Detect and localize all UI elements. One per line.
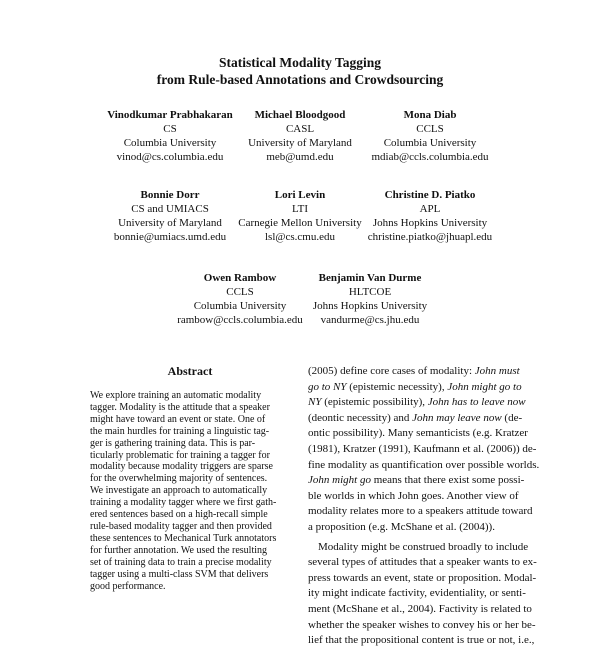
abstract-line: ger is gathering training data. This is par- bbox=[90, 437, 256, 449]
body-line: (2005) define core cases of modality: John must bbox=[308, 365, 520, 377]
title-line: from Rule-based Annotations and Crowdsourcing bbox=[156, 72, 444, 87]
paragraph-2 bbox=[308, 540, 537, 649]
body-line: modality relates more to a speakers attitude toward bbox=[308, 505, 533, 518]
abstract-line: the main hurdles for training a linguistic tag- bbox=[90, 425, 270, 437]
body-line: NY (epistemic possibility), John has to leave now bbox=[308, 396, 526, 409]
body-line: ble worlds in which John goes. Another view of bbox=[308, 489, 519, 502]
author-affiliation: Columbia University bbox=[383, 137, 477, 149]
abstract-line: tagger using a multi-class SVM that delivers bbox=[90, 568, 269, 580]
abstract-line: modality because modality triggers are sparse bbox=[90, 461, 273, 473]
abstract-line: We explore training an automatic modality bbox=[90, 390, 262, 401]
abstract-line: rule-based modality tagger and then provided bbox=[90, 520, 272, 532]
author-name: Bonnie Dorr bbox=[140, 189, 200, 201]
author-block bbox=[340, 108, 520, 164]
paper-title bbox=[0, 54, 600, 88]
abstract-line: good performance. bbox=[90, 580, 166, 592]
author-email: mdiab@ccls.columbia.edu bbox=[371, 151, 489, 163]
paragraph-1 bbox=[308, 364, 540, 536]
body-line: (1981), Kratzer (1991), Kaufmann et al. (2006)) de- bbox=[308, 442, 537, 455]
body-column-right bbox=[308, 364, 540, 649]
author-affiliation: Johns Hopkins University bbox=[372, 217, 488, 229]
body-line: ment (McShane et al., 2004). Factivity is related to bbox=[308, 602, 532, 615]
abstract-line: might have toward an event or state. One of bbox=[90, 413, 266, 425]
author-email: lsl@cs.cmu.edu bbox=[264, 231, 335, 243]
abstract-line: set of training data to train a precise modality bbox=[90, 556, 272, 568]
abstract-line: these sentences to Mechanical Turk annotators bbox=[90, 532, 277, 544]
body-line: John might go means that there exist some possi- bbox=[308, 474, 525, 487]
author-affiliation: Columbia University bbox=[193, 300, 287, 312]
body-line: Modality might be construed broadly to include bbox=[318, 540, 529, 553]
abstract-line: for the overwhelming majority of sentences. bbox=[90, 473, 268, 485]
author-affiliation: University of Maryland bbox=[118, 217, 222, 229]
author-name: Owen Rambow bbox=[203, 272, 277, 284]
author-dept: CS and UMIACS bbox=[131, 203, 209, 215]
body-line: several types of attitudes that a speaker wants to ex- bbox=[308, 556, 537, 569]
author-name: Michael Bloodgood bbox=[254, 109, 346, 121]
author-affiliation: Columbia University bbox=[123, 137, 217, 149]
author-dept: CASL bbox=[285, 123, 315, 135]
author-email: vinod@cs.columbia.edu bbox=[116, 151, 224, 163]
author-dept: CS bbox=[163, 123, 177, 135]
abstract-text bbox=[90, 390, 290, 592]
body-line: fine modality as quantification over possible worlds. bbox=[308, 458, 540, 471]
author-affiliation: Carnegie Mellon University bbox=[238, 217, 362, 229]
abstract-heading: Abstract bbox=[167, 364, 213, 378]
title-line: Statistical Modality Tagging bbox=[218, 55, 382, 70]
abstract-line: ered sentences based on a high-recall simple bbox=[90, 509, 268, 521]
author-name: Benjamin Van Durme bbox=[318, 272, 422, 284]
author-block bbox=[280, 271, 460, 327]
body-line: go to NY (epistemic necessity), John might go to bbox=[308, 380, 522, 393]
author-name: Lori Levin bbox=[274, 189, 326, 201]
author-block bbox=[340, 188, 520, 244]
abstract-line: ticularly problematic for training a tagger for bbox=[90, 449, 270, 461]
author-email: bonnie@umiacs.umd.edu bbox=[113, 231, 227, 243]
body-line: (deontic necessity) and John may leave now (de- bbox=[308, 411, 523, 424]
author-affiliation: Johns Hopkins University bbox=[312, 300, 428, 312]
body-line: press towards an event, state or proposition. Modal- bbox=[308, 571, 537, 584]
abstract-line: We investigate an approach to automatically bbox=[90, 485, 268, 497]
author-name: Mona Diab bbox=[403, 109, 457, 121]
abstract-line: training a modality tagger where we first gath- bbox=[90, 497, 277, 509]
body-line: a proposition (e.g. McShane et al. (2004)). bbox=[308, 520, 495, 533]
author-name: Christine D. Piatko bbox=[384, 189, 476, 201]
author-email: rambow@ccls.columbia.edu bbox=[177, 314, 303, 326]
author-email: meb@umd.edu bbox=[266, 151, 334, 163]
body-line: lief that the propositional content is true or not, i.e., bbox=[308, 634, 535, 647]
author-affiliation: University of Maryland bbox=[248, 137, 352, 149]
abstract-line: tagger. Modality is the attitude that a speaker bbox=[90, 401, 270, 413]
author-dept: HLTCOE bbox=[348, 286, 392, 298]
author-dept: CCLS bbox=[226, 286, 254, 298]
author-dept: LTI bbox=[291, 203, 309, 215]
author-dept: CCLS bbox=[416, 123, 444, 135]
abstract-line: for further annotation. We used the resulting bbox=[90, 544, 268, 556]
body-line: whether the speaker wishes to convey his or her be- bbox=[308, 618, 536, 631]
body-line: ontic possibility). Many semanticists (e.g. Kratzer bbox=[308, 427, 528, 440]
author-email: vandurme@cs.jhu.edu bbox=[320, 314, 420, 326]
author-name: Vinodkumar Prabhakaran bbox=[107, 109, 233, 121]
author-email: christine.piatko@jhuapl.edu bbox=[367, 231, 493, 243]
author-dept: APL bbox=[419, 203, 441, 215]
body-line: ity might indicate factivity, evidentiality, or senti- bbox=[308, 587, 526, 600]
